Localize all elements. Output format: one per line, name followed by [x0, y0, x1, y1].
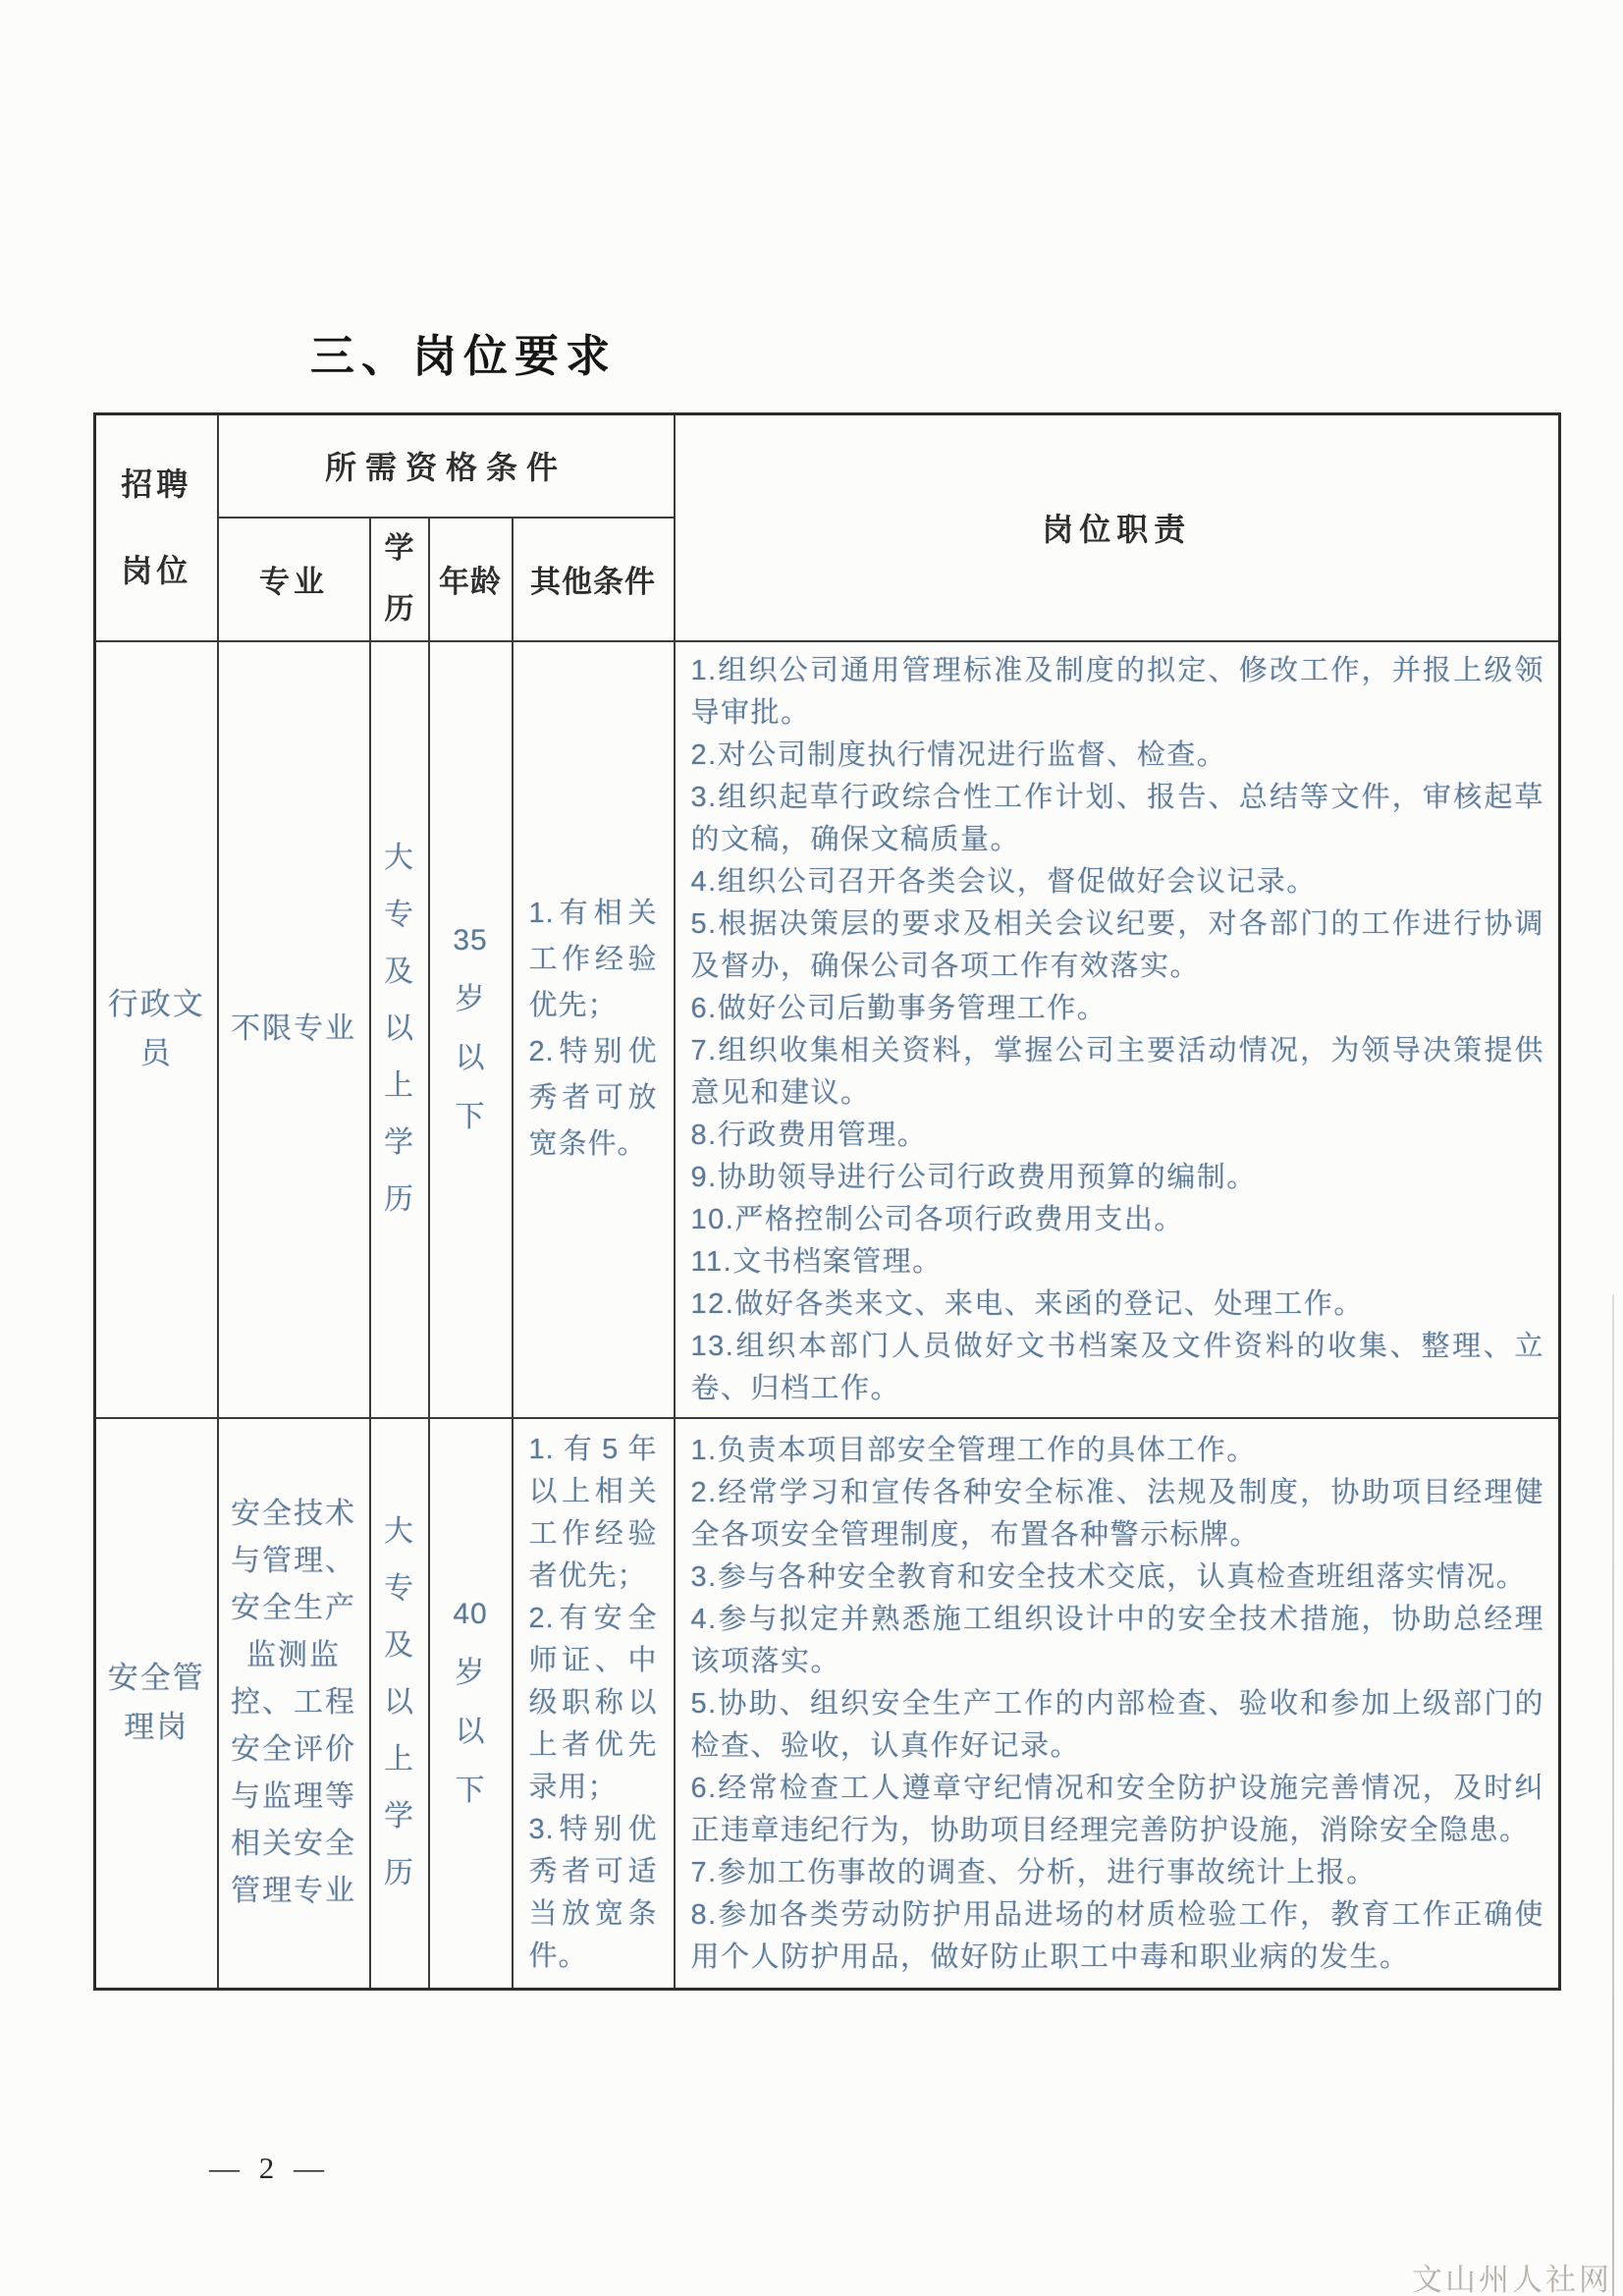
header-age: 年龄	[429, 518, 513, 641]
cell-other-conditions	[513, 641, 675, 1418]
header-recruit-position: 招聘岗位	[121, 466, 192, 589]
duty-item: 13.组织本部门人员做好文书档案及文件资料的收集、整理、立卷、归档工作。	[690, 1331, 1545, 1404]
condition-item: 2.有安全师证、中级职称以上者优先录用；	[528, 1602, 658, 1803]
condition-item: 1.有5年以上相关工作经验者优先；	[528, 1433, 658, 1592]
cell-position	[95, 1418, 218, 1990]
duty-item: 4.参与拟定并熟悉施工组织设计中的安全技术措施，协助总经理该项落实。	[690, 1603, 1545, 1677]
header-recruit-position-cell	[95, 414, 218, 641]
watermark: 文山州人社网	[1412, 2263, 1612, 2296]
duty-item: 3.参与各种安全教育和安全技术交底，认真检查班组落实情况。	[690, 1560, 1527, 1593]
position-name: 行政文员	[107, 987, 205, 1070]
age-value: 40岁以下	[453, 1598, 488, 1807]
header-major: 专业	[218, 518, 370, 641]
duty-item: 6.做好公司后勤事务管理工作。	[690, 993, 1108, 1024]
section-title: 三、岗位要求	[310, 331, 618, 381]
header-row-top	[95, 414, 1560, 518]
header-qualifications: 所需资格条件	[218, 414, 675, 518]
condition-item: 2.特别优秀者可放宽条件。	[528, 1036, 658, 1160]
cell-education	[370, 1418, 429, 1990]
duty-item: 5.根据决策层的要求及相关会议纪要，对各部门的工作进行协调及督办，确保公司各项工作有效落实。	[690, 908, 1545, 982]
duty-item: 7.组织收集相关资料，掌握公司主要活动情况，为领导决策提供意见和建议。	[690, 1035, 1545, 1109]
position-name: 安全管理岗	[107, 1661, 205, 1744]
education-value: 大专及以上学历	[384, 842, 414, 1216]
cell-major: 安全技术与管理、安全生产监测监控、工程安全评价与监理等相关安全管理专业	[218, 1418, 370, 1990]
duty-item: 9.协助领导进行公司行政费用预算的编制。	[690, 1162, 1257, 1193]
duty-item: 12.做好各类来文、来电、来函的登记、处理工作。	[690, 1288, 1364, 1320]
education-value: 大专及以上学历	[384, 1515, 414, 1889]
condition-item: 3.特别优秀者可适当放宽条件。	[528, 1813, 658, 1972]
age-value: 35岁以下	[453, 924, 488, 1133]
table-row-admin-clerk	[95, 641, 1560, 1418]
header-duties: 岗位职责	[675, 414, 1560, 641]
duty-item: 10.严格控制公司各项行政费用支出。	[690, 1204, 1184, 1235]
cell-duties	[675, 1418, 1560, 1990]
duty-item: 8.行政费用管理。	[690, 1120, 928, 1151]
duty-item: 6.经常检查工人遵章守纪情况和安全防护设施完善情况，及时纠正违章违纪行为，协助项目经理完善防护设施，消除安全隐患。	[690, 1772, 1545, 1846]
duty-item: 1.负责本项目部安全管理工作的具体工作。	[690, 1434, 1257, 1466]
scan-artifact-line	[1612, 1294, 1614, 2296]
duty-item: 3.组织起草行政综合性工作计划、报告、总结等文件，审核起草的文稿，确保文稿质量。	[690, 782, 1545, 855]
page-number: — 2 —	[209, 2151, 330, 2185]
duty-item: 2.对公司制度执行情况进行监督、检查。	[690, 739, 1227, 771]
cell-duties	[675, 641, 1560, 1418]
duty-item: 5.协助、组织安全生产工作的内部检查、验收和参加上级部门的检查、验收，认真作好记录。	[690, 1687, 1545, 1762]
duty-item: 8.参加各类劳动防护用品进场的材质检验工作，教育工作正确使用个人防护用品，做好防止职工中毒和职业病的发生。	[690, 1898, 1545, 1973]
cell-major: 不限专业	[218, 641, 370, 1418]
table-row-safety-manager	[95, 1418, 1560, 1990]
cell-age	[429, 1418, 513, 1990]
cell-age	[429, 641, 513, 1418]
header-education: 学历	[384, 531, 414, 626]
header-other-conditions: 其他条件	[513, 518, 675, 641]
cell-position	[95, 641, 218, 1418]
header-education-cell	[370, 518, 429, 641]
condition-item: 1.有相关工作经验优先；	[528, 898, 658, 1021]
duty-item: 2.经常学习和宣传各种安全标准、法规及制度，协助项目经理健全各项安全管理制度，布置各种警示标牌。	[690, 1476, 1545, 1551]
duty-item: 1.组织公司通用管理标准及制度的拟定、修改工作，并报上级领导审批。	[690, 655, 1545, 729]
cell-other-conditions	[513, 1418, 675, 1990]
duty-item: 4.组织公司召开各类会议，督促做好会议记录。	[690, 866, 1317, 898]
duty-item: 11.文书档案管理。	[690, 1246, 943, 1278]
cell-education	[370, 641, 429, 1418]
job-requirements-table	[93, 412, 1561, 1991]
duty-item: 7.参加工伤事故的调查、分析，进行事故统计上报。	[690, 1856, 1377, 1888]
